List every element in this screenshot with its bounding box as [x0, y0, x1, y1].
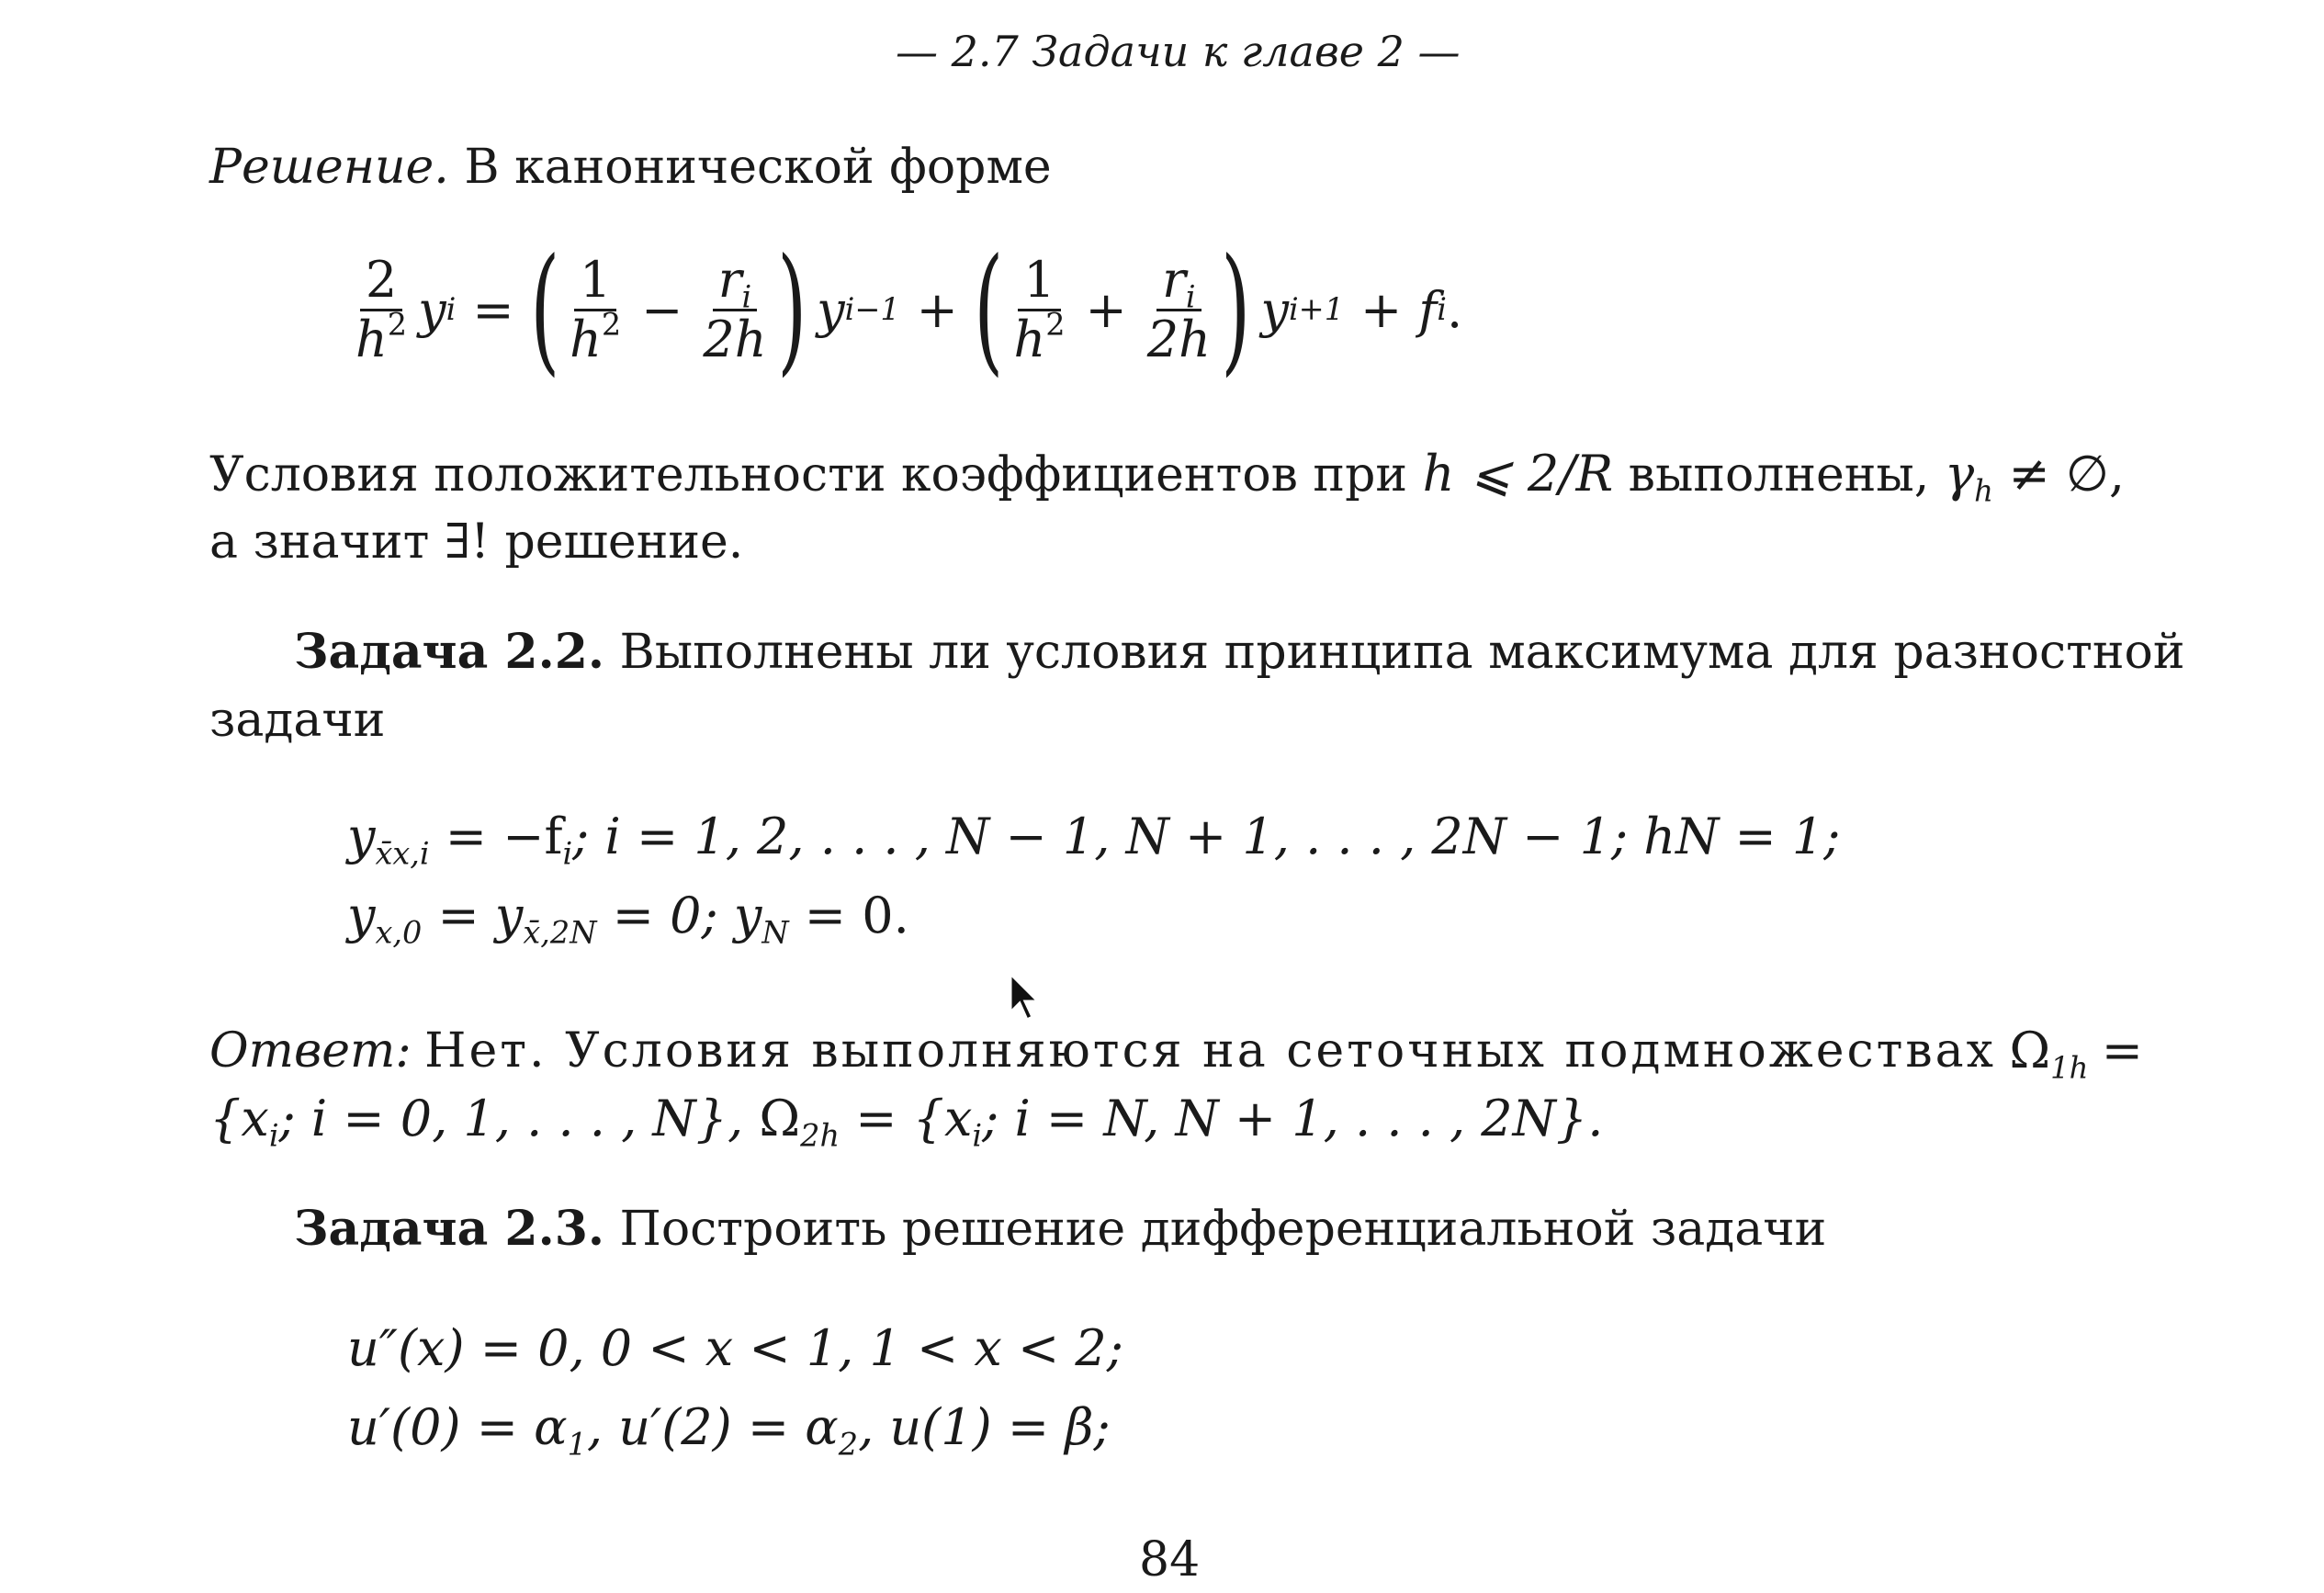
- conditions-text: Условия положительности коэффициентов при: [209, 447, 1408, 503]
- gamma-symbol: γ: [1944, 445, 1975, 503]
- eq-sub-3: N: [762, 914, 789, 951]
- conditions-line-2: [209, 509, 743, 575]
- conditions-line-2-text: а значит ∃! решение.: [209, 514, 744, 570]
- omega-2-sub: 2h: [800, 1117, 840, 1154]
- eq-tail-1: = 0; y: [612, 887, 762, 944]
- eq-var: y: [347, 887, 376, 944]
- task-2-3-eq-2: [347, 1395, 1111, 1461]
- eq-2-c: , u(1) = β;: [858, 1398, 1111, 1456]
- num-sub: i: [741, 278, 752, 315]
- eq-rest: = −f: [445, 808, 563, 865]
- minus-sign: −: [641, 280, 683, 339]
- num-var: r: [717, 250, 742, 309]
- plus-sign: +: [916, 280, 958, 339]
- solution-label: Решение.: [209, 140, 449, 195]
- eq-sub: x,0: [375, 914, 423, 951]
- fraction-denominator: [1008, 306, 1070, 368]
- task-2-2-eq-1: [347, 805, 1841, 872]
- eq-tail-2: = 0.: [804, 887, 909, 944]
- task-2-2-text-2: задачи: [209, 693, 386, 748]
- task-2-3-eq-1: [347, 1316, 1123, 1382]
- task-2-3-line: [294, 1196, 1826, 1262]
- task-2-2-line-2: [209, 687, 385, 753]
- eq-2-a-sub: 1: [567, 1426, 587, 1463]
- task-2-2-line-1: [294, 619, 2184, 685]
- right-paren: ): [776, 230, 807, 390]
- fraction-1: [564, 252, 626, 368]
- fraction-denominator: 2h: [703, 310, 767, 368]
- task-2-3-label: Задача 2.3.: [294, 1201, 604, 1257]
- eq-2-a: u′(0) = α: [347, 1398, 568, 1456]
- fraction-numerator: 1: [1018, 252, 1060, 311]
- num-sub: i: [1185, 278, 1196, 315]
- period: .: [1446, 280, 1463, 339]
- eq-2-b-sub: 2: [838, 1426, 859, 1463]
- solution-intro-text: В канонической форме: [464, 140, 1052, 195]
- fraction-3: [1008, 252, 1070, 368]
- omega-symbol: Ω: [2009, 1022, 2051, 1079]
- gamma-sub: h: [1974, 473, 1993, 509]
- task-2-2-label: Задача 2.2.: [294, 624, 604, 680]
- set-1-sub: i: [268, 1117, 279, 1154]
- set-2: = {x: [855, 1090, 973, 1147]
- eq-f-sub: i: [562, 835, 573, 872]
- plus-sign: +: [1360, 280, 1403, 339]
- omega-1-equals: =: [2101, 1022, 2143, 1079]
- left-paren: (: [529, 230, 559, 390]
- term2-var: y: [1260, 280, 1289, 339]
- num-var: r: [1162, 250, 1186, 309]
- fraction-denominator: [564, 306, 626, 368]
- set-2-sub: i: [972, 1117, 983, 1154]
- task-2-2-eq-2: [347, 884, 909, 951]
- right-paren: ): [1221, 230, 1251, 390]
- eq-tail: ; i = 1, 2, . . . , N − 1, N + 1, . . . , 2N − 1; hN = 1;: [572, 808, 1841, 865]
- plus-sign: +: [1085, 280, 1127, 339]
- den-var: h: [570, 310, 602, 368]
- eq-mid: = y: [437, 887, 524, 944]
- set-2-rest: ; i = N, N + 1, . . . , 2N}.: [982, 1090, 1604, 1147]
- mouse-pointer-icon: [1009, 972, 1045, 1023]
- eq-sub: x̄x,i: [375, 835, 430, 872]
- fraction-numerator: [1156, 250, 1201, 315]
- task-2-2-text-1: Выполнены ли условия принципа максимума для разностной: [619, 625, 2185, 680]
- den-sup: 2: [601, 306, 622, 343]
- answer-text: Нет. Условия выполняются на сеточных подмножествах: [424, 1023, 1996, 1079]
- fraction-denominator: [350, 306, 412, 368]
- conditions-math-2: ≠ ∅,: [2008, 445, 2126, 503]
- eq-var: y: [347, 808, 376, 865]
- answer-line-2: [209, 1086, 1603, 1152]
- running-title: — 2.7 Задачи к главе 2 —: [896, 27, 1461, 76]
- fraction-2: [697, 252, 772, 368]
- conditions-mid: выполнены,: [1628, 447, 1930, 503]
- equals-sign: =: [472, 280, 514, 339]
- canonical-equation: $\frac{2}{h^2}$ y i = ( $\frac{1}{h^2}$ − $\frac{r_i}{2h}$ ) y i−1 + ( $\frac{1}{h^2}$ + $\frac{r_i}{2h}$ ) y i+1 + f i .: [344, 241, 1462, 378]
- term1-var: y: [817, 280, 845, 339]
- task-2-3-text: Построить решение дифференциальной задачи: [619, 1202, 1827, 1257]
- den-var: h: [355, 310, 388, 368]
- fraction-numerator: 2: [360, 252, 402, 311]
- lhs-var: y: [418, 280, 446, 339]
- eq-2-b: , u′(2) = α: [586, 1398, 839, 1456]
- den-sup: 2: [1045, 306, 1066, 343]
- fraction-numerator: [713, 250, 758, 315]
- solution-intro: [209, 134, 1052, 200]
- f-var: f: [1418, 280, 1438, 339]
- left-paren: (: [974, 230, 1004, 390]
- eq-1-text: u″(x) = 0, 0 < x < 1, 1 < x < 2;: [347, 1319, 1123, 1377]
- fraction-4: [1142, 252, 1216, 368]
- answer-label: Ответ:: [209, 1023, 412, 1079]
- eq-sub-2: x̄,2N: [523, 914, 597, 951]
- running-header: [896, 18, 1461, 85]
- page-number-text: 84: [1139, 1532, 1201, 1587]
- den-sup: 2: [387, 306, 408, 343]
- fraction-denominator: 2h: [1146, 310, 1211, 368]
- set-1: {x: [209, 1090, 269, 1147]
- omega-2-symbol: Ω: [759, 1090, 801, 1147]
- omega-sub: 1h: [2050, 1050, 2089, 1086]
- den-var: h: [1013, 310, 1046, 368]
- conditions-math-1: h ⩽ 2/R: [1422, 445, 1614, 503]
- page-number: [1139, 1527, 1200, 1593]
- fraction-numerator: 1: [574, 252, 616, 311]
- omega-1: [2009, 1018, 2088, 1085]
- fraction-lhs: [350, 252, 412, 368]
- answer-line-1: [209, 1018, 2143, 1085]
- set-1-rest: ; i = 0, 1, . . . , N},: [278, 1090, 744, 1147]
- conditions-line-1: [209, 441, 2125, 508]
